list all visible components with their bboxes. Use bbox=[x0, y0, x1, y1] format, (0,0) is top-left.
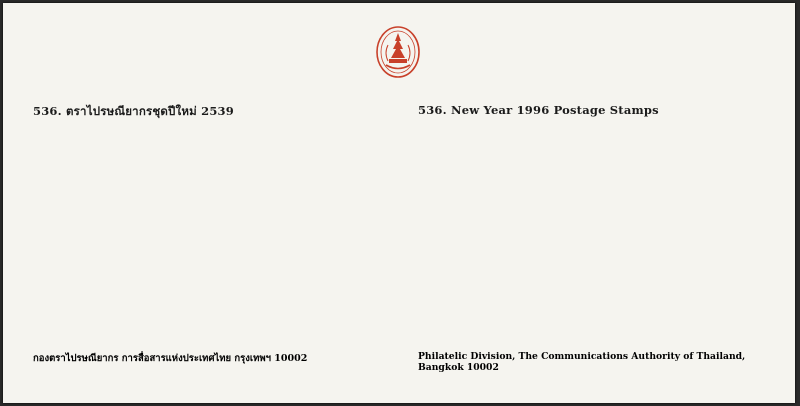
english-footer: Philatelic Division, The Communications Authority of Thailand, Bangkok 10002 bbox=[418, 351, 746, 373]
stamp-info-card bbox=[3, 3, 795, 403]
thailand-post-emblem bbox=[375, 25, 421, 79]
english-column bbox=[418, 103, 783, 117]
thai-footer: กองตราไปรษณียากร การสื่อสารแห่งประเทศไทย กรุงเทพฯ 10002 bbox=[33, 353, 308, 364]
english-title: 536. New Year 1996 Postage Stamps bbox=[418, 103, 659, 117]
thai-title: 536. ตราไปรษณียากรชุดปีใหม่ 2539 bbox=[33, 104, 234, 118]
thai-column bbox=[33, 103, 393, 121]
